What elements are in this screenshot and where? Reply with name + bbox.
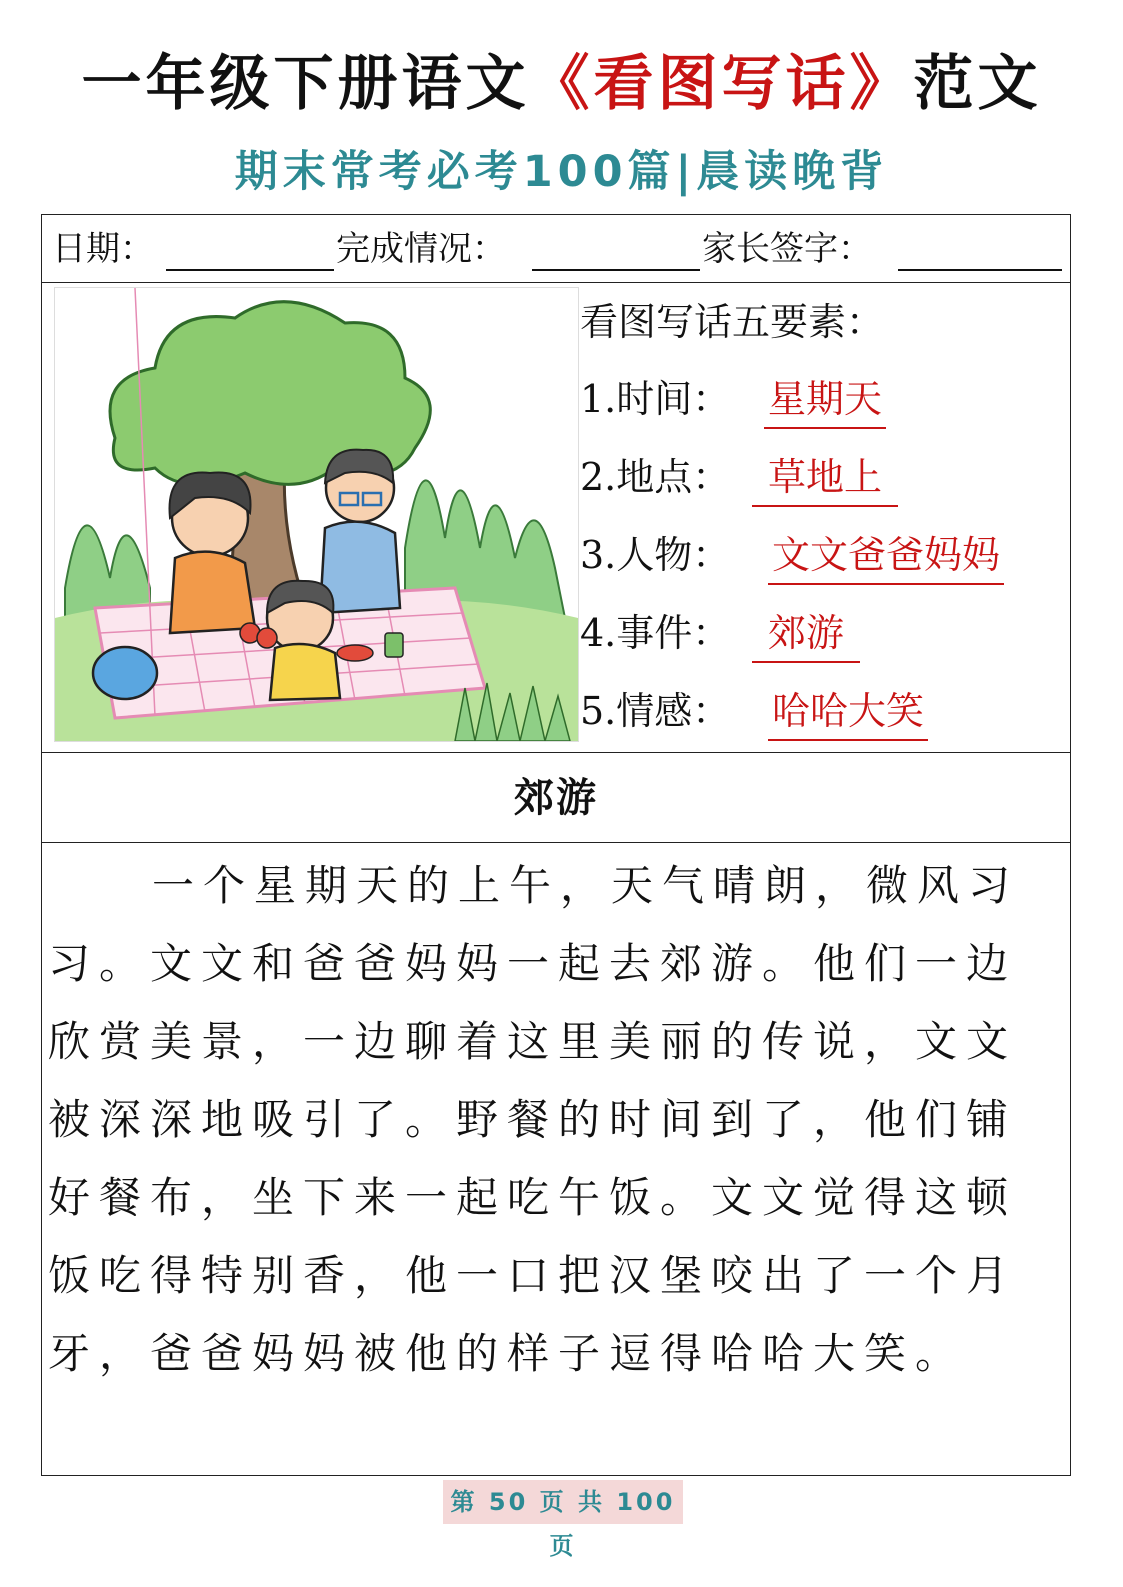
element-value: 星期天 — [764, 371, 886, 429]
element-value: 郊游 — [752, 605, 860, 663]
five-elements-heading: 看图写话五要素： — [580, 300, 885, 344]
essay-line: 牙，爸爸妈妈被他的样子逗得哈哈大笑。 — [48, 1329, 967, 1378]
element-value: 草地上 — [752, 449, 898, 507]
five-elements-panel — [580, 283, 1070, 753]
date-field[interactable] — [166, 269, 334, 271]
parent-sign-field[interactable] — [898, 269, 1062, 271]
element-row-event — [580, 605, 1070, 665]
completion-label: 完成情况： — [336, 229, 506, 269]
essay-line: 习。文文和爸爸妈妈一起去郊游。他们一边 — [48, 939, 1018, 988]
element-row-people — [580, 527, 1070, 587]
element-row-place — [580, 449, 1070, 509]
essay-line: 被深深地吸引了。野餐的时间到了，他们铺 — [48, 1095, 1018, 1144]
info-row — [42, 215, 1070, 283]
element-label: 5.情感： — [580, 689, 731, 733]
parent-sign-label: 家长签字： — [702, 229, 872, 269]
element-label: 4.事件： — [580, 611, 731, 655]
essay-title-row — [42, 753, 1070, 843]
element-value: 文文爸爸妈妈 — [768, 527, 1004, 585]
essay-body — [42, 843, 1070, 1475]
essay-line: 饭吃得特别香，他一口把汉堡咬出了一个月 — [48, 1251, 1018, 1300]
picnic-scene-image — [55, 288, 578, 741]
page-number: 第 50 页 共 100 页 — [443, 1480, 683, 1524]
essay-line: 好餐布，坐下来一起吃午饭。文文觉得这顿 — [48, 1173, 1018, 1222]
title-highlight: 《看图写话》 — [529, 49, 914, 119]
page-title — [0, 44, 1123, 124]
essay-line: 欣赏美景，一边聊着这里美丽的传说，文文 — [48, 1017, 1018, 1066]
picnic-illustration — [54, 287, 579, 742]
completion-field[interactable] — [532, 269, 700, 271]
element-label: 2.地点： — [580, 455, 731, 499]
worksheet — [41, 214, 1071, 1476]
element-label: 1.时间： — [580, 377, 731, 421]
date-label: 日期： — [52, 229, 154, 269]
title-suffix: 范文 — [913, 49, 1042, 119]
essay-line: 一个星期天的上午，天气晴朗，微风习 — [152, 861, 1020, 910]
element-label: 3.人物： — [580, 533, 731, 577]
essay-title: 郊游 — [514, 775, 598, 821]
element-row-emotion — [580, 683, 1070, 743]
element-row-time — [580, 371, 1070, 431]
element-value: 哈哈大笑 — [768, 683, 928, 741]
picture-row — [42, 283, 1070, 753]
page-subtitle: 期末常考必考100篇|晨读晚背 — [234, 147, 889, 197]
title-prefix: 一年级下册语文 — [81, 49, 530, 119]
